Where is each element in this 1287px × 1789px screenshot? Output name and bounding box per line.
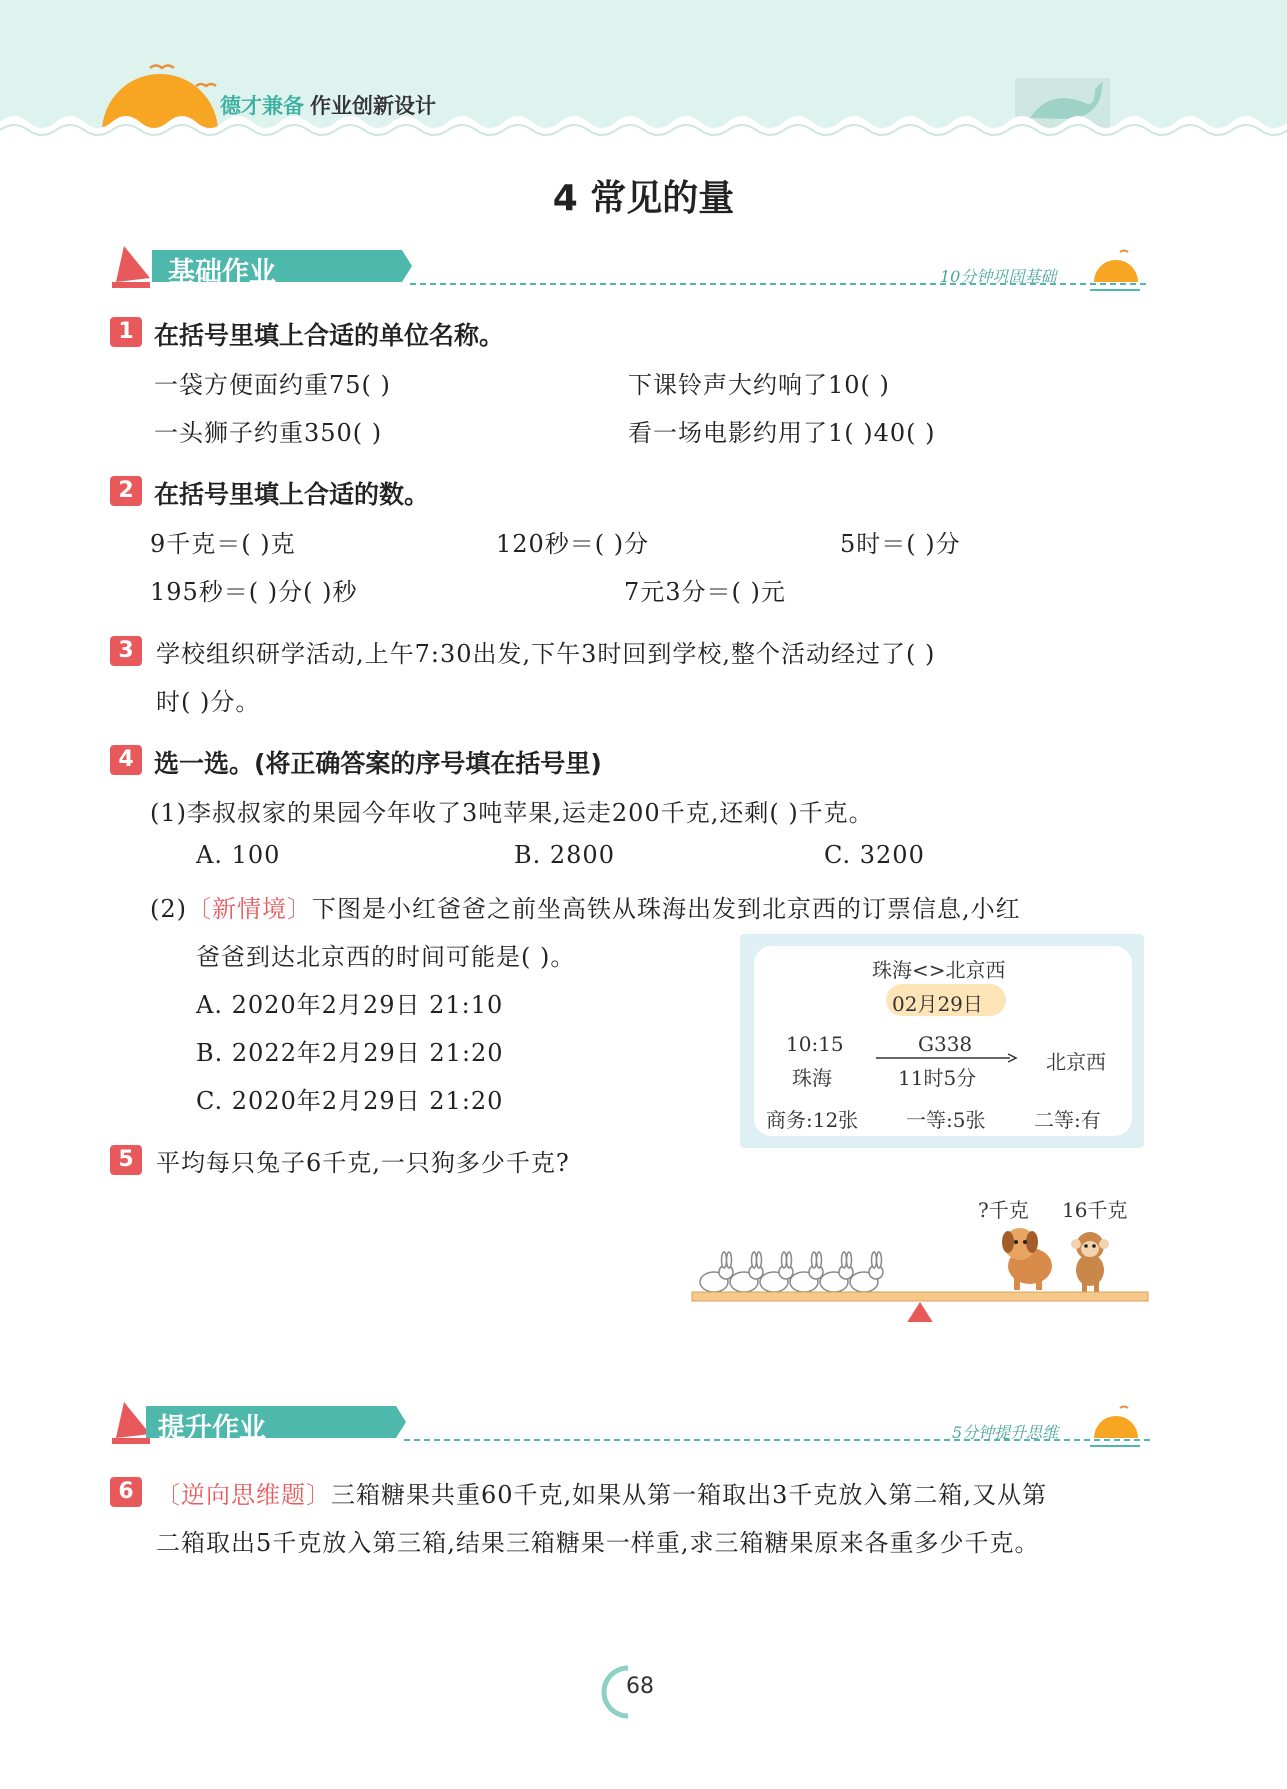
ticket-date: 02月29日 [892,992,983,1016]
brand-plain: 作业创新设计 [310,94,436,118]
q1-item-b: 下课铃声大约响了10( ) [628,371,890,399]
small-sun-icon [1094,260,1138,282]
q4-part-2 [150,889,1021,924]
question-number-6: 6 [110,1477,142,1507]
page-title: 4 常见的量 [552,178,735,219]
fulcrum-icon [906,1302,934,1322]
rabbits-icon [700,1252,883,1292]
q4-p2-prefix: (2) [150,895,187,923]
q6-tag: 〔逆向思维题〕 [156,1481,331,1509]
small-sun-icon [1094,1416,1138,1438]
section-sub-basic: 10分钟巩固基础 [940,267,1057,286]
section-label-basic: 基础作业 [168,257,276,288]
page-header [0,0,1287,150]
question-1-title: 在括号里填上合适的单位名称。 [154,321,505,350]
q4-p1-option-a: A. 100 [196,841,281,869]
q6-line-2: 二箱取出5千克放入第三箱,结果三箱糖果一样重,求三箱糖果原来各重多少千克。 [156,1529,1040,1557]
q4-p2-option-b: B. 2022年2月29日 21:20 [196,1039,504,1067]
q2-item-b: 120秒＝( )分 [496,530,650,558]
ticket-arrive-station: 北京西 [1046,1050,1106,1074]
ticket-train: G338 [918,1032,973,1056]
q3-line-1: 学校组织研学活动,上午7:30出发,下午3时回到学校,整个活动经过了( ) [156,640,936,668]
q4-p1-option-b: B. 2800 [514,841,615,869]
ticket-seat-business: 商务:12张 [766,1108,859,1132]
question-4-title: 选一选。(将正确答案的序号填在括号里) [154,749,602,778]
ticket-duration: 11时5分 [898,1066,977,1090]
q4-p2-line-2: 爸爸到达北京西的时间可能是( )。 [196,943,576,971]
q5-label-monkey: 16千克 [1062,1198,1128,1222]
sailboat-icon [116,246,150,282]
q6-line-1-text: 三箱糖果共重60千克,如果从第一箱取出3千克放入第二箱,又从第 [331,1481,1048,1509]
brand [220,90,436,120]
monkey-icon [1071,1232,1109,1292]
q1-item-c: 一头狮子约重350( ) [154,419,383,447]
ticket-seat-second: 二等:有 [1034,1108,1101,1132]
q2-item-e: 7元3分＝( )元 [624,578,786,606]
q4-p2-option-c: C. 2020年2月29日 21:20 [196,1087,504,1115]
question-number-4: 4 [110,745,142,775]
q2-item-d: 195秒＝( )分( )秒 [150,578,358,606]
q4-p2-text: 下图是小红爸爸之前坐高铁从珠海出发到北京西的订票信息,小红 [312,895,1021,923]
q3-line-2: 时( )分。 [156,688,261,716]
q6-line-1 [156,1475,1047,1510]
q1-item-a: 一袋方便面约重75( ) [154,371,391,399]
q5-text: 平均每只兔子6千克,一只狗多少千克? [156,1149,570,1177]
q4-p1-option-c: C. 3200 [824,841,925,869]
ticket-depart-time: 10:15 [786,1032,844,1056]
q1-item-d: 看一场电影约用了1( )40( ) [628,419,936,447]
question-number-5: 5 [110,1145,142,1175]
q5-label-dog: ?千克 [978,1198,1029,1222]
ticket-route: 珠海<>北京西 [872,958,1006,982]
ticket-depart-station: 珠海 [792,1066,832,1090]
question-2-title: 在括号里填上合适的数。 [154,480,430,509]
page-number: 68 [626,1674,654,1699]
dog-icon [1002,1228,1052,1290]
q2-item-c: 5时＝( )分 [840,530,961,558]
section-sub-advanced: 5分钟提升思维 [952,1423,1059,1442]
wave-decoration [0,108,1287,150]
question-number-3: 3 [110,636,142,666]
q4-part-1: (1)李叔叔家的果园今年收了3吨苹果,运走200千克,还剩( )千克。 [150,799,874,827]
q4-p2-option-a: A. 2020年2月29日 21:10 [196,991,504,1019]
sailboat-icon [116,1402,150,1438]
seesaw-illustration [690,1222,1150,1322]
section-label-advanced: 提升作业 [158,1413,266,1444]
q2-item-a: 9千克＝( )克 [150,530,296,558]
question-number-1: 1 [110,317,142,347]
ticket-seat-first: 一等:5张 [906,1108,986,1132]
question-number-2: 2 [110,476,142,506]
q4-p2-tag: 〔新情境〕 [187,895,312,923]
brand-colored: 德才兼备 [220,94,304,118]
